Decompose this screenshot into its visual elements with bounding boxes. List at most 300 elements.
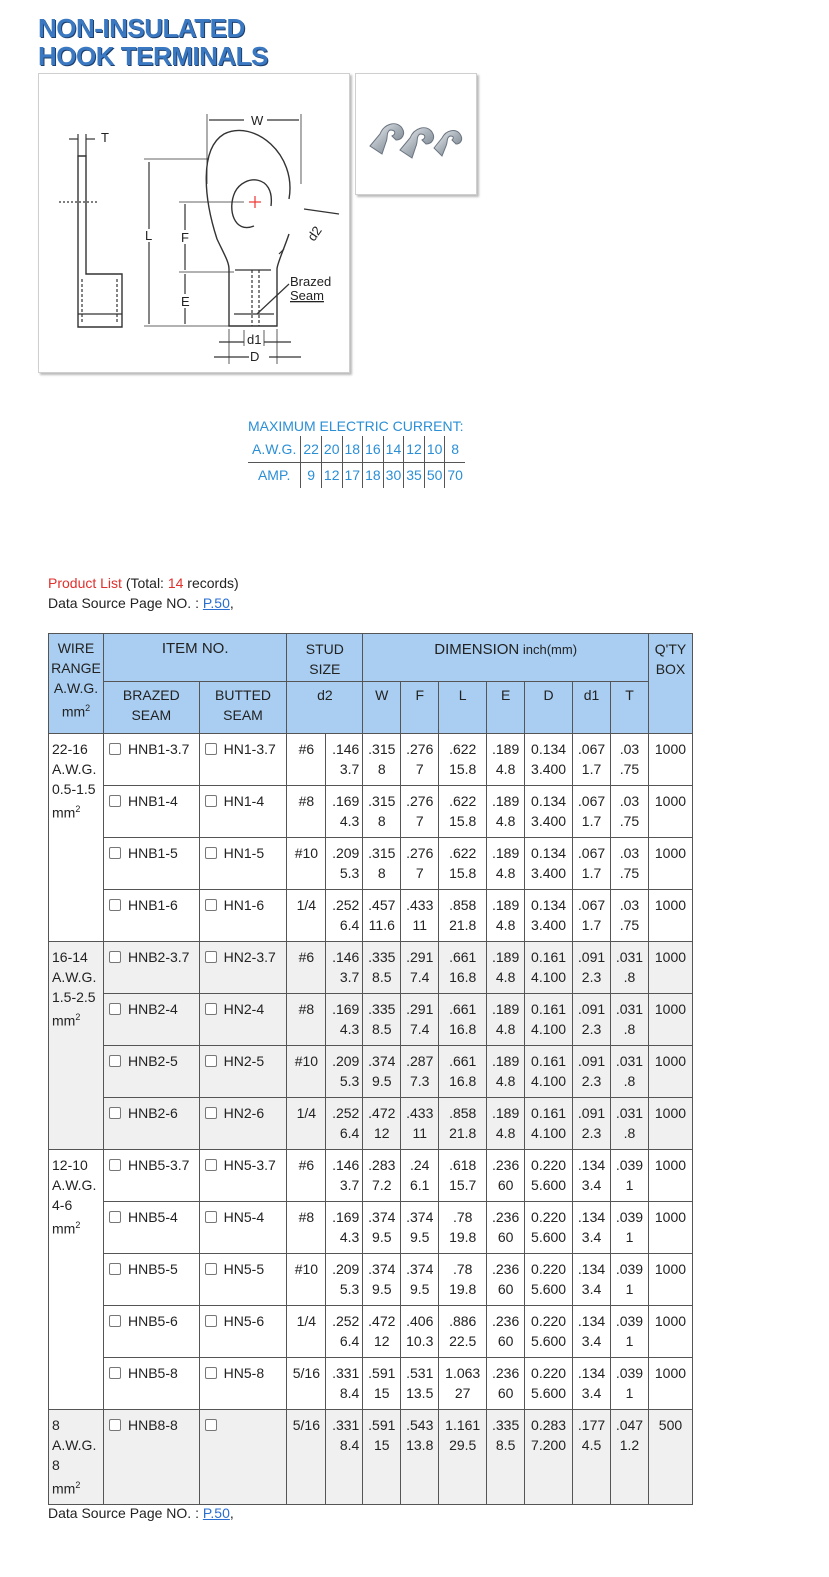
f-header: F — [401, 682, 439, 734]
table-row — [49, 1202, 693, 1254]
awg-row — [248, 436, 465, 462]
d1-cell — [573, 1202, 611, 1254]
inch-value: .047 — [615, 1417, 644, 1433]
w-cell — [363, 942, 401, 994]
range-text: 12-10 — [52, 1157, 88, 1173]
brazed-item-no: HNB5-4 — [127, 1209, 178, 1225]
t-cell — [611, 1306, 649, 1358]
d1-cell — [573, 1150, 611, 1202]
inch-value: .134 — [577, 1209, 606, 1225]
inch-value: 0.220 — [531, 1209, 567, 1225]
inch-value: .067 — [577, 845, 606, 861]
butted-item-no: HN2-4 — [223, 1001, 265, 1017]
wire-range-header — [49, 634, 104, 734]
inch-value: .189 — [492, 897, 520, 913]
wire-range-cell — [49, 1410, 104, 1505]
mm-value: 2.3 — [581, 969, 602, 985]
d2-cell — [326, 786, 363, 838]
d1-header: d1 — [573, 682, 611, 734]
inch-value: .134 — [577, 1157, 606, 1173]
brazed-item-cell — [103, 994, 199, 1046]
awg-value: 22 — [301, 436, 322, 462]
mm-value: 2.3 — [581, 1073, 602, 1089]
butted-item-cell — [199, 734, 287, 786]
mm-value: 1.7 — [581, 865, 602, 881]
d-cell — [525, 838, 573, 890]
butted-item-no: HN2-3.7 — [223, 949, 276, 965]
stud-size-cell: #6 — [287, 942, 326, 994]
brazed-item-checkbox[interactable] — [109, 743, 121, 755]
butted-item-no: HN1-6 — [223, 897, 265, 913]
inch-value: .189 — [492, 741, 520, 757]
mm-value: 3.400 — [531, 761, 567, 777]
t-cell — [611, 994, 649, 1046]
d2-cell — [326, 734, 363, 786]
brazed-item-cell — [103, 1306, 199, 1358]
dim-label-d1: d1 — [247, 332, 262, 347]
mm-value: 29.5 — [449, 1437, 477, 1453]
d2-cell — [326, 942, 363, 994]
awg-label: A.W.G. — [248, 436, 301, 462]
brazed-item-checkbox[interactable] — [109, 1159, 121, 1171]
inch-value: .067 — [577, 897, 606, 913]
source-suffix: , — [229, 1505, 234, 1521]
qty-header — [648, 634, 692, 734]
range-text: 16-14 — [52, 949, 88, 965]
inch-value: .091 — [577, 949, 606, 965]
inch-value: .031 — [615, 1053, 644, 1069]
mm-value: 7 — [415, 761, 424, 777]
inch-value: .189 — [492, 1105, 520, 1121]
mm-value: 10.3 — [406, 1333, 434, 1349]
stud-size-cell: #6 — [287, 1150, 326, 1202]
mm-value: .75 — [619, 865, 640, 881]
t-cell — [611, 1098, 649, 1150]
e-cell — [487, 1150, 525, 1202]
inch-value: .236 — [492, 1365, 520, 1381]
butted-item-checkbox[interactable] — [205, 847, 217, 859]
inch-value: .236 — [492, 1157, 520, 1173]
header-text: DIMENSION — [434, 641, 520, 658]
butted-item-checkbox[interactable] — [205, 1211, 217, 1223]
d1-cell — [573, 838, 611, 890]
mm-value: 1 — [625, 1281, 634, 1297]
f-cell — [401, 1410, 439, 1505]
d1-cell — [573, 1098, 611, 1150]
d-cell — [525, 786, 573, 838]
mm-value: 15 — [374, 1385, 390, 1401]
product-list-summary — [48, 575, 239, 591]
d1-cell — [573, 994, 611, 1046]
qty-cell: 1000 — [648, 890, 692, 942]
brazed-item-checkbox[interactable] — [109, 1003, 121, 1015]
mm-value: 6.4 — [339, 1125, 360, 1141]
t-cell — [611, 1254, 649, 1306]
inch-value: .039 — [615, 1209, 644, 1225]
d2-cell — [326, 1202, 363, 1254]
brazed-item-checkbox[interactable] — [109, 847, 121, 859]
mm-value: 4.8 — [495, 969, 516, 985]
d-cell — [525, 1306, 573, 1358]
inch-value: .315 — [368, 741, 396, 757]
brazed-item-checkbox[interactable] — [109, 1367, 121, 1379]
mm-value: 9.5 — [372, 1281, 392, 1297]
mm-value: 8 — [377, 865, 386, 881]
brazed-item-checkbox[interactable] — [109, 1107, 121, 1119]
mm-value: 3.4 — [581, 1385, 602, 1401]
brazed-item-no: HNB1-4 — [127, 793, 178, 809]
f-cell — [401, 838, 439, 890]
butted-item-checkbox[interactable] — [205, 1263, 217, 1275]
inch-value: .472 — [368, 1105, 396, 1121]
product-table-body — [49, 734, 693, 1505]
amp-value: 12 — [321, 462, 342, 488]
range-text: A.W.G. — [52, 761, 97, 777]
wire-range-cell — [49, 734, 104, 942]
mm-value: .8 — [623, 1073, 636, 1089]
brazed-item-cell — [103, 786, 199, 838]
mm-value: .8 — [623, 1021, 636, 1037]
e-cell — [487, 1202, 525, 1254]
butted-item-cell — [199, 890, 287, 942]
inch-value: .169 — [332, 1209, 360, 1225]
table-row — [49, 1046, 693, 1098]
t-cell — [611, 1410, 649, 1505]
range-text: 8 — [52, 1417, 60, 1433]
d2-cell — [326, 1046, 363, 1098]
w-cell — [363, 994, 401, 1046]
brazed-item-no: HNB8-8 — [127, 1417, 178, 1433]
butted-item-checkbox[interactable] — [205, 1107, 217, 1119]
mm-value: 3.4 — [581, 1333, 602, 1349]
qty-cell: 1000 — [648, 1202, 692, 1254]
mm-value: 6.4 — [339, 917, 360, 933]
header-text: BUTTED — [215, 687, 272, 703]
butted-item-checkbox[interactable] — [205, 899, 217, 911]
table-row — [49, 1410, 693, 1505]
mm-value: 5.600 — [531, 1281, 567, 1297]
table-row — [49, 890, 693, 942]
mm-value: 9.5 — [372, 1073, 392, 1089]
mm-value: 3.4 — [581, 1229, 602, 1245]
inch-value: .291 — [406, 949, 434, 965]
butted-item-checkbox[interactable] — [205, 743, 217, 755]
butted-item-no: HN5-4 — [223, 1209, 265, 1225]
l-cell — [439, 942, 487, 994]
header-text: inch(mm) — [519, 642, 578, 657]
header-text: BRAZED — [122, 687, 180, 703]
inch-value: .189 — [492, 1053, 520, 1069]
d2-header: d2 — [287, 682, 363, 734]
wire-range-cell — [49, 1150, 104, 1410]
l-cell — [439, 1046, 487, 1098]
qty-cell: 1000 — [648, 1306, 692, 1358]
butted-item-no: HN5-3.7 — [223, 1157, 276, 1173]
inch-value: .661 — [449, 1001, 477, 1017]
d1-cell — [573, 890, 611, 942]
range-text: 2 — [75, 1220, 81, 1230]
inch-value: .315 — [368, 845, 396, 861]
amp-value: 30 — [383, 462, 404, 488]
e-cell — [487, 1306, 525, 1358]
brazed-label: Brazed — [290, 274, 332, 289]
mm-value: 15 — [374, 1437, 390, 1453]
butted-item-checkbox[interactable] — [205, 1419, 217, 1431]
mm-value: 16.8 — [449, 1073, 477, 1089]
f-cell — [401, 942, 439, 994]
mm-value: 1.7 — [581, 761, 602, 777]
butted-item-checkbox[interactable] — [205, 1367, 217, 1379]
l-cell — [439, 1098, 487, 1150]
mm-value: 15.8 — [449, 761, 477, 777]
inch-value: .209 — [332, 845, 360, 861]
d-cell — [525, 1358, 573, 1410]
qty-cell: 1000 — [648, 1254, 692, 1306]
inch-value: .374 — [406, 1209, 434, 1225]
mm-value: 8.5 — [495, 1437, 516, 1453]
brazed-item-checkbox[interactable] — [109, 795, 121, 807]
butted-item-cell — [199, 942, 287, 994]
inch-value: .067 — [577, 741, 606, 757]
mm-value: 21.8 — [449, 1125, 477, 1141]
mm-value: 60 — [497, 1177, 514, 1193]
awg-value: 16 — [363, 436, 384, 462]
inch-value: .331 — [332, 1417, 360, 1433]
mm-value: 9.5 — [410, 1229, 430, 1245]
mm-value: 4.8 — [495, 917, 516, 933]
mm-value: 19.8 — [449, 1281, 477, 1297]
range-text: 2 — [75, 1480, 81, 1490]
inch-value: .03 — [619, 741, 640, 757]
inch-value: 0.134 — [531, 897, 567, 913]
butted-item-checkbox[interactable] — [205, 951, 217, 963]
brazed-item-checkbox[interactable] — [109, 951, 121, 963]
inch-value: .169 — [332, 793, 360, 809]
d2-cell — [326, 838, 363, 890]
brazed-item-no: HNB1-6 — [127, 897, 178, 913]
inch-value: .146 — [332, 741, 360, 757]
brazed-item-cell — [103, 942, 199, 994]
range-text: A.W.G. — [52, 1437, 97, 1453]
d-header: D — [525, 682, 573, 734]
inch-value: .146 — [332, 949, 360, 965]
inch-value: .252 — [332, 1105, 360, 1121]
brazed-item-checkbox[interactable] — [109, 1055, 121, 1067]
inch-value: 0.220 — [531, 1313, 567, 1329]
mm-value: 8.5 — [372, 1021, 392, 1037]
inch-value: .276 — [406, 741, 434, 757]
brazed-item-checkbox[interactable] — [109, 1315, 121, 1327]
source-page-link[interactable]: P.50 — [202, 595, 230, 611]
w-cell — [363, 1254, 401, 1306]
mm-value: 1.7 — [581, 917, 602, 933]
mm-value: 6.1 — [410, 1177, 430, 1193]
item-no-header: ITEM NO. — [103, 634, 286, 682]
t-cell — [611, 1358, 649, 1410]
d-cell — [525, 1410, 573, 1505]
inch-value: .189 — [492, 1001, 520, 1017]
mm-value: 3.7 — [339, 761, 360, 777]
inch-value: .374 — [368, 1053, 396, 1069]
brazed-item-cell — [103, 1098, 199, 1150]
source-page-link[interactable]: P.50 — [202, 1505, 230, 1521]
mm-value: 7 — [415, 865, 424, 881]
butted-item-no: HN5-8 — [223, 1365, 265, 1381]
l-header: L — [439, 682, 487, 734]
inch-value: .406 — [406, 1313, 434, 1329]
inch-value: .335 — [368, 1001, 396, 1017]
inch-value: .067 — [577, 793, 606, 809]
awg-value: 10 — [424, 436, 445, 462]
mm-value: 2.3 — [581, 1125, 602, 1141]
mm-value: 11 — [412, 917, 428, 933]
t-cell — [611, 734, 649, 786]
inch-value: .858 — [449, 897, 477, 913]
f-cell — [401, 1046, 439, 1098]
brazed-item-checkbox[interactable] — [109, 1211, 121, 1223]
stud-size-cell: #10 — [287, 1046, 326, 1098]
range-text: mm — [52, 1480, 76, 1497]
inch-value: .618 — [449, 1157, 477, 1173]
table-row — [49, 1306, 693, 1358]
d2-cell — [326, 1410, 363, 1505]
mm-value: 21.8 — [449, 917, 477, 933]
inch-value: .031 — [615, 1001, 644, 1017]
mm-value: 4.8 — [495, 865, 516, 881]
inch-value: .209 — [332, 1053, 360, 1069]
range-text: 22-16 — [52, 741, 88, 757]
butted-item-checkbox[interactable] — [205, 1315, 217, 1327]
brazed-item-checkbox[interactable] — [109, 899, 121, 911]
d1-cell — [573, 734, 611, 786]
butted-item-checkbox[interactable] — [205, 1055, 217, 1067]
dim-label-F: F — [181, 230, 189, 245]
inch-value: .78 — [452, 1209, 473, 1225]
butted-item-cell — [199, 1306, 287, 1358]
table-row — [49, 1098, 693, 1150]
mm-value: 3.4 — [581, 1281, 602, 1297]
qty-cell: 1000 — [648, 1358, 692, 1410]
stud-size-cell: #8 — [287, 994, 326, 1046]
range-text: A.W.G. — [52, 969, 97, 985]
inch-value: .177 — [577, 1417, 606, 1433]
brazed-item-no: HNB2-6 — [127, 1105, 178, 1121]
w-header: W — [363, 682, 401, 734]
mm-value: 16.8 — [449, 969, 477, 985]
mm-value: 5.600 — [531, 1333, 567, 1349]
inch-value: 0.134 — [531, 793, 567, 809]
amp-value: 70 — [447, 467, 463, 484]
product-photo[interactable] — [355, 73, 477, 195]
inch-value: 0.220 — [531, 1261, 567, 1277]
butted-item-checkbox[interactable] — [205, 1003, 217, 1015]
mm-value: 1.7 — [581, 813, 602, 829]
qty-cell: 1000 — [648, 838, 692, 890]
butted-item-cell — [199, 1098, 287, 1150]
brazed-item-no: HNB2-3.7 — [127, 949, 190, 965]
mm-value: 6.4 — [339, 1333, 360, 1349]
e-cell — [487, 1410, 525, 1505]
qty-cell: 1000 — [648, 1150, 692, 1202]
brazed-item-cell — [103, 1202, 199, 1254]
mm-value: 13.5 — [406, 1385, 434, 1401]
mm-value: 8.4 — [339, 1437, 360, 1453]
e-cell — [487, 734, 525, 786]
inch-value: .291 — [406, 1001, 434, 1017]
amp-label: AMP. — [248, 462, 301, 488]
mm-value: 4.8 — [495, 1073, 516, 1089]
e-cell — [487, 1098, 525, 1150]
inch-value: .591 — [368, 1417, 396, 1433]
mm-value: 1 — [625, 1229, 634, 1245]
w-cell — [363, 1306, 401, 1358]
w-cell — [363, 1410, 401, 1505]
inch-value: .252 — [332, 897, 360, 913]
range-text: A.W.G. — [52, 1177, 97, 1193]
inch-value: .531 — [406, 1365, 434, 1381]
w-cell — [363, 1150, 401, 1202]
l-cell — [439, 786, 487, 838]
inch-value: .622 — [449, 845, 477, 861]
inch-value: .169 — [332, 1001, 360, 1017]
d1-cell — [573, 1410, 611, 1505]
w-cell — [363, 786, 401, 838]
max-current-title: MAXIMUM ELECTRIC CURRENT: — [248, 418, 464, 434]
mm-value: 8 — [377, 813, 386, 829]
mm-value: .8 — [623, 969, 636, 985]
mm-value: 7 — [415, 813, 424, 829]
mm-value: 5.600 — [531, 1177, 567, 1193]
inch-value: .276 — [406, 845, 434, 861]
mm-value: 22.5 — [449, 1333, 477, 1349]
inch-value: .031 — [615, 949, 644, 965]
qty-cell: 1000 — [648, 1098, 692, 1150]
mm-value: 1.2 — [619, 1437, 640, 1453]
mm-value: 8.5 — [372, 969, 392, 985]
qty-cell: 1000 — [648, 942, 692, 994]
butted-item-checkbox[interactable] — [205, 795, 217, 807]
brazed-item-no: HNB2-5 — [127, 1053, 178, 1069]
brazed-item-checkbox[interactable] — [109, 1419, 121, 1431]
inch-value: .78 — [452, 1261, 473, 1277]
terminal-diagram — [38, 73, 350, 373]
t-cell — [611, 890, 649, 942]
inch-value: .134 — [577, 1261, 606, 1277]
stud-size-cell: 5/16 — [287, 1358, 326, 1410]
l-cell — [439, 890, 487, 942]
mm-value: 3.7 — [339, 969, 360, 985]
butted-item-checkbox[interactable] — [205, 1159, 217, 1171]
f-cell — [401, 1150, 439, 1202]
butted-item-no: HN1-4 — [223, 793, 265, 809]
mm-value: 5.3 — [339, 865, 360, 881]
e-cell — [487, 1254, 525, 1306]
inch-value: .331 — [332, 1365, 360, 1381]
brazed-item-no: HNB1-3.7 — [127, 741, 190, 757]
brazed-item-cell — [103, 838, 199, 890]
max-current-table — [248, 436, 465, 488]
inch-value: .134 — [577, 1365, 606, 1381]
mm-value: 11 — [412, 1125, 428, 1141]
awg-value: 20 — [321, 436, 342, 462]
stud-size-header: STUD SIZE — [287, 634, 363, 682]
total-prefix: (Total: — [121, 575, 168, 591]
dim-label-D: D — [250, 349, 260, 364]
mm-value: 3.400 — [531, 865, 567, 881]
mm-value: 1 — [625, 1333, 634, 1349]
brazed-item-checkbox[interactable] — [109, 1263, 121, 1275]
brazed-item-cell — [103, 1254, 199, 1306]
